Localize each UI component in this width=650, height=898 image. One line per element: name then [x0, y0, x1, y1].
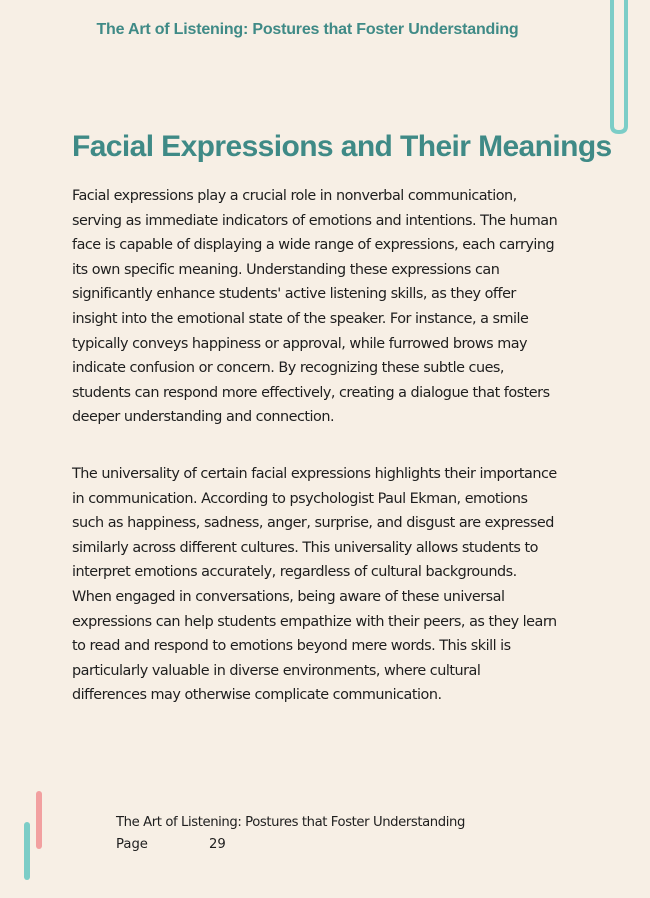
body-paragraph-1: Facial expressions play a crucial role in nonverbal communication, serving as immediate indicators of emotions and intentions. The human face is capable of displaying a wide range of expressions, each carrying its own specific meaning. Understanding these expressions can significantly enhance students' active listening skills, as they offer insight into the emotional state of the speaker. For instance, a smile typically conveys happiness or approval, while furrowed brows may indicate confusion or concern. By recognizing these subtle cues, students can respond more effectively, creating a dialogue that fosters deeper understanding and connection. [72, 188, 558, 426]
body-paragraph-2: The universality of certain facial expressions highlights their importance in communication. According to psychologist Paul Ekman, emotions such as happiness, sadness, anger, surprise, and disgust are expressed similarly across different cultures. This universality allows students to interpret emotions accurately, regardless of cultural backgrounds. When engaged in conversations, being aware of these universal expressions can help students empathize with their peers, as they learn to read and respond to emotions beyond mere words. This skill is particularly valuable in diverse environments, where cultural differences may otherwise complicate communication. [72, 466, 557, 704]
page-label: Page [116, 837, 148, 852]
page-number: 29 [209, 837, 226, 852]
section-title: Facial Expressions and Their Meanings [72, 130, 612, 163]
footer-page-info [116, 837, 226, 852]
footer-title: The Art of Listening: Postures that Foster Understanding [116, 815, 465, 830]
running-header: The Art of Listening: Postures that Foster Understanding [96, 21, 519, 38]
paper-clip-decoration [609, 0, 629, 140]
footer-bar-decoration [22, 788, 48, 884]
